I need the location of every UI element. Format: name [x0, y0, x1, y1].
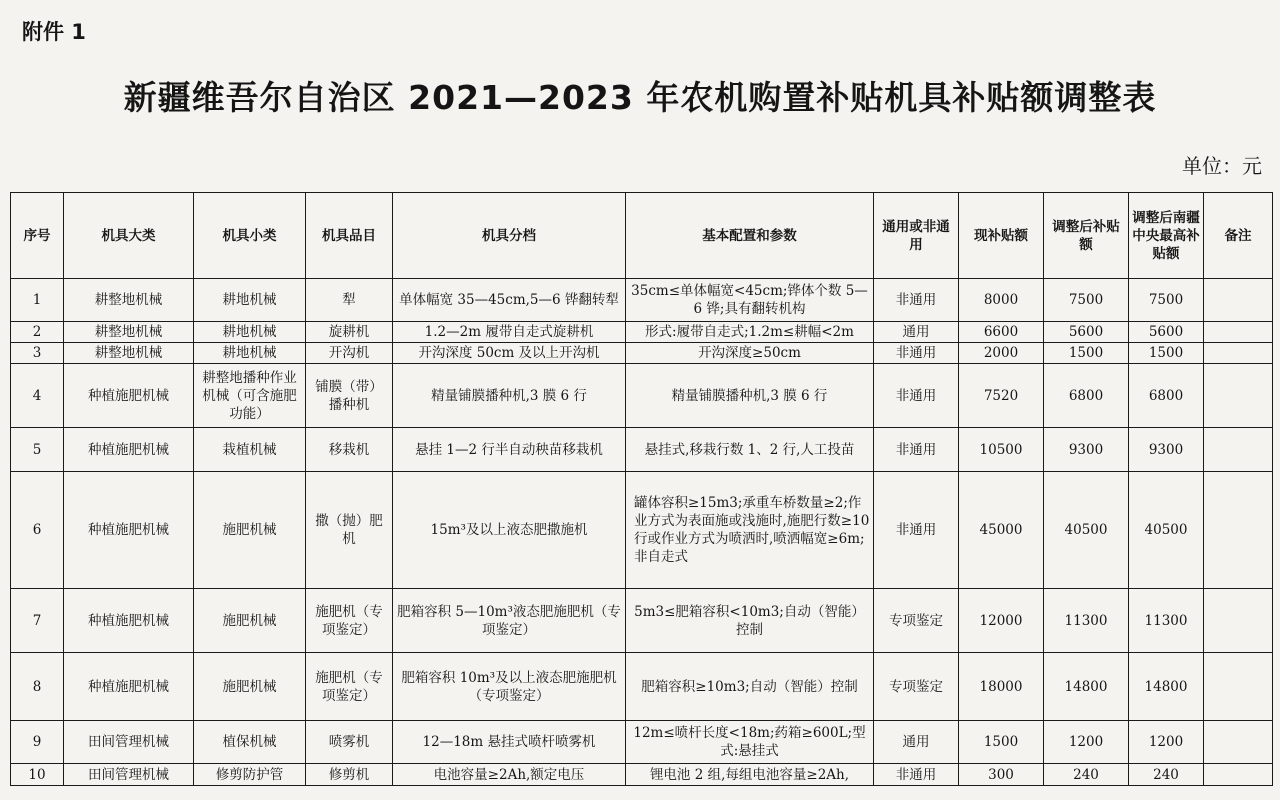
adjusted-subsidy: 240 [1044, 764, 1129, 786]
config-params: 罐体容积≥15m3;承重车桥数量≥2;作业方式为表面施或浅施时,施肥行数≥10 行或作业方式为喷洒时,喷洒幅宽≥6m;非自走式 [626, 472, 874, 589]
adjusted-subsidy: 7500 [1044, 279, 1129, 322]
current-subsidy: 2000 [959, 343, 1044, 364]
attachment-label: 附件 1 [22, 20, 86, 44]
current-subsidy: 45000 [959, 472, 1044, 589]
row-number: 4 [11, 364, 64, 428]
general-flag: 非通用 [874, 764, 959, 786]
item-name: 修剪机 [306, 764, 393, 786]
table-row [11, 653, 1273, 721]
row-number: 3 [11, 343, 64, 364]
item-name: 撒（抛）肥机 [306, 472, 393, 589]
column-header: 调整后南疆中央最高补贴额 [1129, 193, 1204, 279]
table-row [11, 589, 1273, 653]
south-max-subsidy: 240 [1129, 764, 1204, 786]
row-number: 8 [11, 653, 64, 721]
row-number: 10 [11, 764, 64, 786]
current-subsidy: 300 [959, 764, 1044, 786]
major-category: 种植施肥机械 [64, 428, 194, 472]
minor-category: 耕整地播种作业机械（可含施肥功能） [194, 364, 306, 428]
table-row [11, 364, 1273, 428]
table-row [11, 721, 1273, 764]
south-max-subsidy: 6800 [1129, 364, 1204, 428]
row-number: 2 [11, 322, 64, 343]
config-params: 35cm≤单体幅宽<45cm;铧体个数 5—6 铧;具有翻转机构 [626, 279, 874, 322]
table-row [11, 472, 1273, 589]
grade: 电池容量≥2Ah,额定电压 [393, 764, 626, 786]
remark [1204, 721, 1273, 764]
major-category: 耕整地机械 [64, 279, 194, 322]
column-header: 备注 [1204, 193, 1273, 279]
remark [1204, 653, 1273, 721]
grade: 开沟深度 50cm 及以上开沟机 [393, 343, 626, 364]
item-name: 旋耕机 [306, 322, 393, 343]
major-category: 田间管理机械 [64, 721, 194, 764]
config-params: 悬挂式,移栽行数 1、2 行,人工投苗 [626, 428, 874, 472]
grade: 悬挂 1—2 行半自动秧苗移栽机 [393, 428, 626, 472]
row-number: 9 [11, 721, 64, 764]
minor-category: 耕地机械 [194, 322, 306, 343]
config-params: 形式:履带自走式;1.2m≤耕幅<2m [626, 322, 874, 343]
table-header-row [11, 193, 1273, 279]
general-flag: 非通用 [874, 364, 959, 428]
table-row [11, 343, 1273, 364]
grade: 肥箱容积 10m³及以上液态肥施肥机（专项鉴定） [393, 653, 626, 721]
grade: 15m³及以上液态肥撒施机 [393, 472, 626, 589]
south-max-subsidy: 14800 [1129, 653, 1204, 721]
current-subsidy: 7520 [959, 364, 1044, 428]
adjusted-subsidy: 14800 [1044, 653, 1129, 721]
item-name: 喷雾机 [306, 721, 393, 764]
remark [1204, 428, 1273, 472]
adjusted-subsidy: 6800 [1044, 364, 1129, 428]
row-number: 7 [11, 589, 64, 653]
column-header: 调整后补贴额 [1044, 193, 1129, 279]
remark [1204, 472, 1273, 589]
south-max-subsidy: 9300 [1129, 428, 1204, 472]
item-name: 开沟机 [306, 343, 393, 364]
config-params: 精量铺膜播种机,3 膜 6 行 [626, 364, 874, 428]
grade: 精量铺膜播种机,3 膜 6 行 [393, 364, 626, 428]
adjusted-subsidy: 9300 [1044, 428, 1129, 472]
grade: 肥箱容积 5—10m³液态肥施肥机（专项鉴定） [393, 589, 626, 653]
current-subsidy: 6600 [959, 322, 1044, 343]
south-max-subsidy: 5600 [1129, 322, 1204, 343]
table-row [11, 279, 1273, 322]
row-number: 5 [11, 428, 64, 472]
config-params: 锂电池 2 组,每组电池容量≥2Ah, [626, 764, 874, 786]
adjusted-subsidy: 1500 [1044, 343, 1129, 364]
adjusted-subsidy: 1200 [1044, 721, 1129, 764]
remark [1204, 589, 1273, 653]
row-number: 1 [11, 279, 64, 322]
adjusted-subsidy: 11300 [1044, 589, 1129, 653]
remark [1204, 279, 1273, 322]
column-header: 现补贴额 [959, 193, 1044, 279]
general-flag: 非通用 [874, 428, 959, 472]
minor-category: 栽植机械 [194, 428, 306, 472]
document-title: 新疆维吾尔自治区 2021—2023 年农机购置补贴机具补贴额调整表 [123, 78, 1157, 117]
column-header: 机具小类 [194, 193, 306, 279]
minor-category: 植保机械 [194, 721, 306, 764]
major-category: 种植施肥机械 [64, 653, 194, 721]
major-category: 种植施肥机械 [64, 589, 194, 653]
south-max-subsidy: 11300 [1129, 589, 1204, 653]
grade: 单体幅宽 35—45cm,5—6 铧翻转犁 [393, 279, 626, 322]
table-row [11, 322, 1273, 343]
remark [1204, 343, 1273, 364]
grade: 12—18m 悬挂式喷杆喷雾机 [393, 721, 626, 764]
current-subsidy: 8000 [959, 279, 1044, 322]
general-flag: 专项鉴定 [874, 589, 959, 653]
major-category: 种植施肥机械 [64, 472, 194, 589]
table-row [11, 764, 1273, 786]
config-params: 肥箱容积≥10m3;自动（智能）控制 [626, 653, 874, 721]
item-name: 施肥机（专项鉴定） [306, 653, 393, 721]
major-category: 耕整地机械 [64, 322, 194, 343]
minor-category: 耕地机械 [194, 279, 306, 322]
column-header: 通用或非通用 [874, 193, 959, 279]
table-row [11, 428, 1273, 472]
south-max-subsidy: 1200 [1129, 721, 1204, 764]
column-header: 机具品目 [306, 193, 393, 279]
column-header: 基本配置和参数 [626, 193, 874, 279]
unit-label: 单位：元 [1182, 154, 1262, 178]
remark [1204, 364, 1273, 428]
south-max-subsidy: 7500 [1129, 279, 1204, 322]
subsidy-table [10, 192, 1273, 786]
minor-category: 修剪防护管 [194, 764, 306, 786]
row-number: 6 [11, 472, 64, 589]
major-category: 耕整地机械 [64, 343, 194, 364]
item-name: 施肥机（专项鉴定） [306, 589, 393, 653]
major-category: 田间管理机械 [64, 764, 194, 786]
config-params: 开沟深度≥50cm [626, 343, 874, 364]
general-flag: 通用 [874, 721, 959, 764]
minor-category: 施肥机械 [194, 472, 306, 589]
current-subsidy: 18000 [959, 653, 1044, 721]
minor-category: 耕地机械 [194, 343, 306, 364]
general-flag: 专项鉴定 [874, 653, 959, 721]
grade: 1.2—2m 履带自走式旋耕机 [393, 322, 626, 343]
minor-category: 施肥机械 [194, 653, 306, 721]
remark [1204, 764, 1273, 786]
minor-category: 施肥机械 [194, 589, 306, 653]
current-subsidy: 10500 [959, 428, 1044, 472]
config-params: 5m3≤肥箱容积<10m3;自动（智能）控制 [626, 589, 874, 653]
major-category: 种植施肥机械 [64, 364, 194, 428]
column-header: 机具大类 [64, 193, 194, 279]
config-params: 12m≤喷杆长度<18m;药箱≥600L;型式:悬挂式 [626, 721, 874, 764]
general-flag: 非通用 [874, 343, 959, 364]
remark [1204, 322, 1273, 343]
column-header: 序号 [11, 193, 64, 279]
general-flag: 通用 [874, 322, 959, 343]
item-name: 铺膜（带）播种机 [306, 364, 393, 428]
general-flag: 非通用 [874, 472, 959, 589]
current-subsidy: 1500 [959, 721, 1044, 764]
general-flag: 非通用 [874, 279, 959, 322]
adjusted-subsidy: 40500 [1044, 472, 1129, 589]
south-max-subsidy: 40500 [1129, 472, 1204, 589]
item-name: 犁 [306, 279, 393, 322]
current-subsidy: 12000 [959, 589, 1044, 653]
south-max-subsidy: 1500 [1129, 343, 1204, 364]
adjusted-subsidy: 5600 [1044, 322, 1129, 343]
item-name: 移栽机 [306, 428, 393, 472]
column-header: 机具分档 [393, 193, 626, 279]
